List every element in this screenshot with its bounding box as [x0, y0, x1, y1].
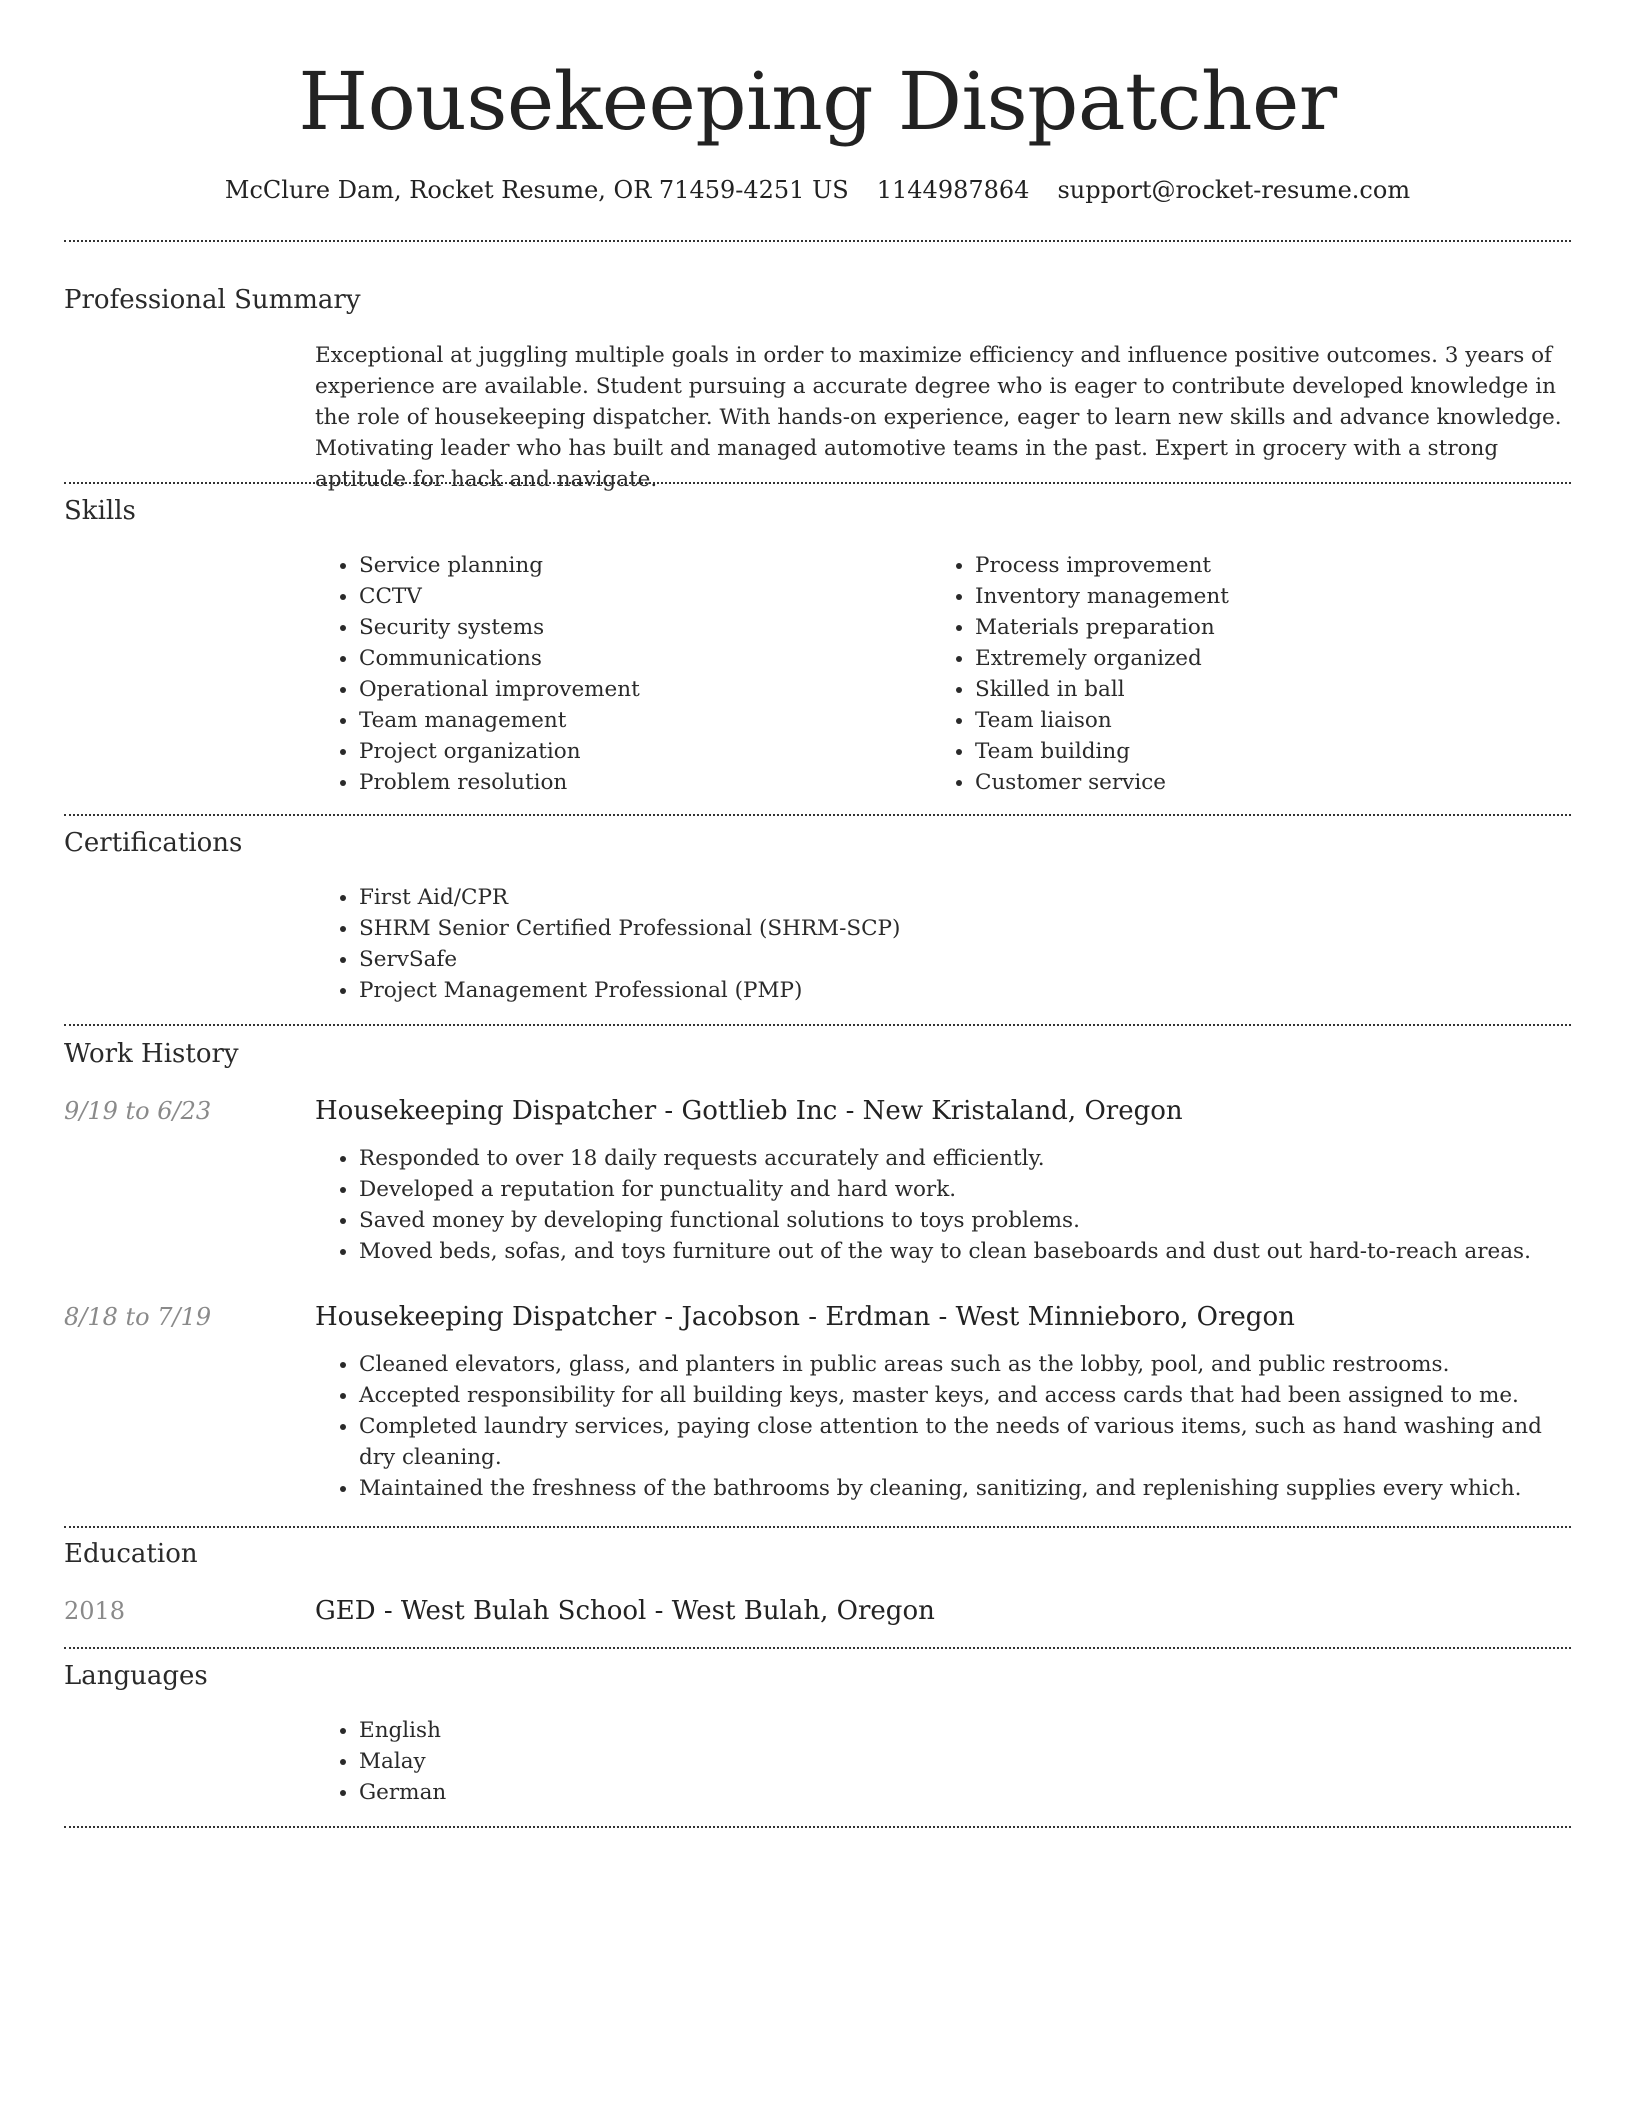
job-duties-list — [315, 1349, 1571, 1504]
job-duty: • Saved money by developing functional solutions to toys problems. — [359, 1205, 1571, 1236]
skill-item: • CCTV — [359, 581, 919, 612]
certification-item: • SHRM Senior Certified Professional (SHRM-SCP) — [359, 913, 1559, 944]
education-entry: GED - West Bulah School - West Bulah, Oregon — [315, 1596, 935, 1626]
certification-item: • Project Management Professional (PMP) — [359, 975, 1559, 1006]
job-dates: 8/18 to 7/19 — [64, 1303, 212, 1331]
contact-phone: 1144987864 — [876, 176, 1030, 204]
skill-item: • Materials preparation — [975, 612, 1535, 643]
job-duty: • Accepted responsibility for all building keys, master keys, and access cards that had been assigned to me. — [359, 1380, 1571, 1411]
skill-item: • Problem resolution — [359, 767, 919, 798]
section-divider — [64, 814, 1571, 816]
job-title: Housekeeping Dispatcher - Jacobson - Erdman - West Minnieboro, Oregon — [315, 1302, 1295, 1332]
skill-item: • Team management — [359, 705, 919, 736]
skill-item: • Service planning — [359, 550, 919, 581]
languages-list — [315, 1715, 959, 1808]
section-title-work-history: Work History — [64, 1039, 239, 1069]
skill-item: • Project organization — [359, 736, 919, 767]
certification-item: • First Aid/CPR — [359, 882, 1559, 913]
job-duties-list — [315, 1143, 1571, 1267]
summary-text: Exceptional at juggling multiple goals in order to maximize efficiency and influence positive outcomes. 3 years of experience are available. Student pursuing a accurate degree who is eager to contribute developed knowledge in the role of housekeeping dispatcher. With hands-on experience, eager to learn new skills and advance knowledge. Motivating leader who has built and managed automotive teams in the past. Expert in grocery with a strong aptitude for hack and navigate. — [315, 343, 1562, 492]
certifications-list — [315, 882, 1559, 1006]
skill-item: • Inventory management — [975, 581, 1535, 612]
job-title: Housekeeping Dispatcher - Gottlieb Inc - New Kristaland, Oregon — [315, 1096, 1183, 1126]
section-divider — [64, 1647, 1571, 1649]
section-title-certifications: Certifications — [64, 828, 243, 858]
job-dates: 9/19 to 6/23 — [64, 1097, 212, 1125]
section-title-skills: Skills — [64, 496, 136, 526]
skill-item: • Communications — [359, 643, 919, 674]
skills-list-right — [931, 550, 1535, 798]
job-duty: • Developed a reputation for punctuality and hard work. — [359, 1174, 1571, 1205]
section-divider — [64, 482, 1571, 484]
skill-item: • Extremely organized — [975, 643, 1535, 674]
skill-item: • Process improvement — [975, 550, 1535, 581]
job-duty: • Maintained the freshness of the bathrooms by cleaning, sanitizing, and replenishing supplies every which. — [359, 1473, 1571, 1504]
skill-item: • Operational improvement — [359, 674, 919, 705]
language-item: • German — [359, 1777, 959, 1808]
job-duty: • Cleaned elevators, glass, and planters in public areas such as the lobby, pool, and public restrooms. — [359, 1349, 1571, 1380]
candidate-name: Housekeeping Dispatcher — [298, 55, 1337, 148]
job-duty: • Responded to over 18 daily requests accurately and efficiently. — [359, 1143, 1571, 1174]
language-item: • Malay — [359, 1746, 959, 1777]
skill-item: • Customer service — [975, 767, 1535, 798]
skill-item: • Security systems — [359, 612, 919, 643]
certification-item: • ServSafe — [359, 944, 1559, 975]
skill-item: • Team liaison — [975, 705, 1535, 736]
section-title-education: Education — [64, 1539, 198, 1569]
section-divider — [64, 1826, 1571, 1828]
section-divider — [64, 1526, 1571, 1528]
section-divider — [64, 1024, 1571, 1026]
skill-item: • Skilled in ball — [975, 674, 1535, 705]
contact-address: McClure Dam, Rocket Resume, OR 71459-4251 US — [224, 176, 849, 204]
language-item: • English — [359, 1715, 959, 1746]
section-divider — [64, 240, 1571, 242]
skill-item: • Team building — [975, 736, 1535, 767]
section-title-languages: Languages — [64, 1661, 208, 1691]
skills-list-left — [315, 550, 919, 798]
contact-line — [64, 170, 1571, 210]
section-title-summary: Professional Summary — [64, 285, 361, 315]
job-duty: • Completed laundry services, paying close attention to the needs of various items, such as hand washing and dry cleaning. — [359, 1411, 1571, 1473]
job-duty: • Moved beds, sofas, and toys furniture out of the way to clean baseboards and dust out hard-to-reach areas. — [359, 1236, 1571, 1267]
education-year: 2018 — [64, 1597, 126, 1625]
contact-email[interactable]: support@rocket-resume.com — [1057, 176, 1411, 204]
